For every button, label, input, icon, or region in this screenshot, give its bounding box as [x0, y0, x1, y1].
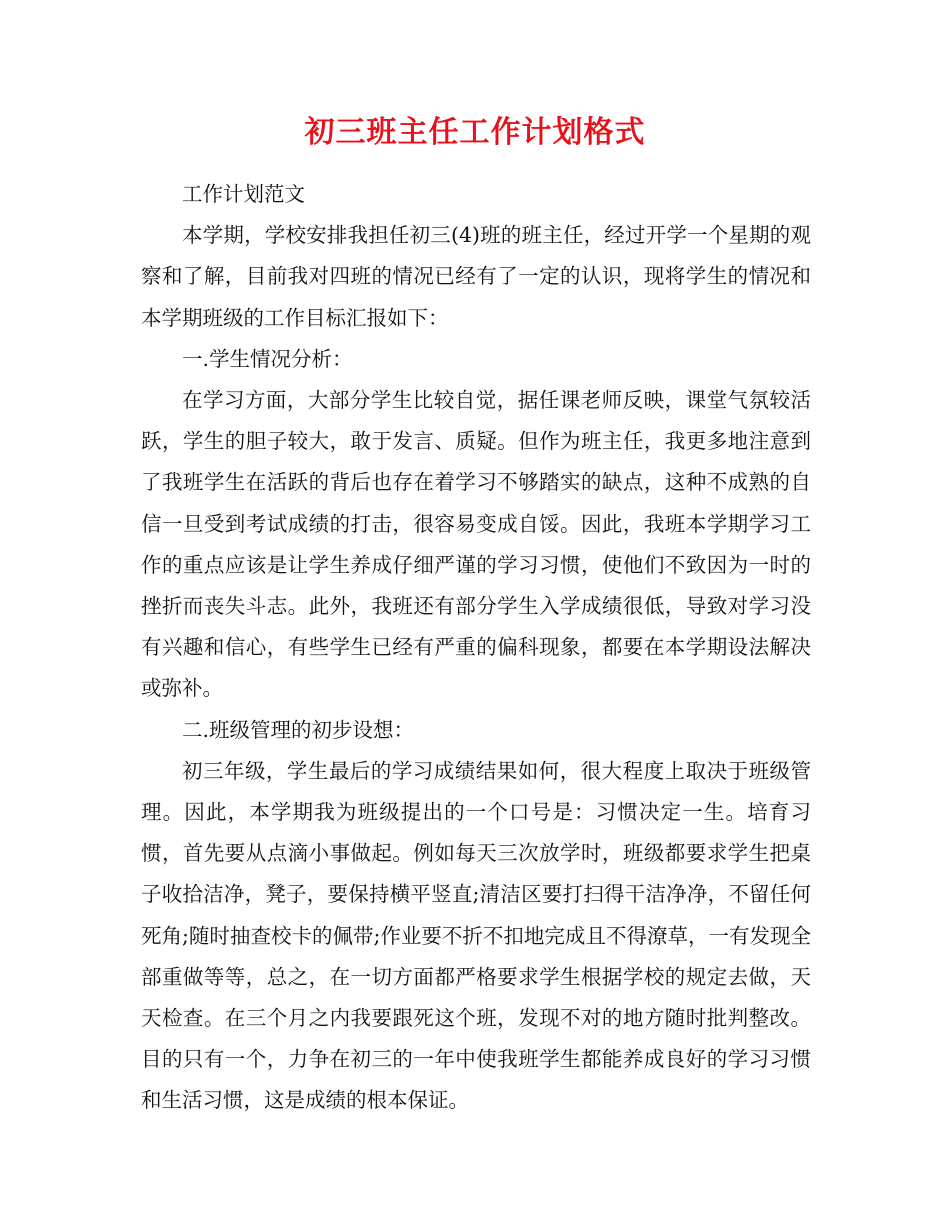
paragraph-class-management: 初三年级，学生最后的学习成绩结果如何，很大程度上取决于班级管理。因此，本学期我为班级提出的一个口号是：习惯决定一生。培育习惯，首先要从点滴小事做起。例如每天三次放学时，班级都要求学生把桌子收拾洁净，凳子，要保持横平竖直;清洁区要打扫得干洁净净，不留任何死角;随时抽查校卡的佩带;作业要不折不扣地完成且不得潦草，一有发现全部重做等等，总之，在一切方面都严格要求学生根据学校的规定去做，天天检查。在三个月之内我要跟死这个班，发现不对的地方随时批判整改。目的只有一个，力争在初三的一年中使我班学生都能养成良好的学习习惯和生活习惯，这是成绩的根本保证。 — [141, 758, 811, 1113]
section-heading-class-management: 二.班级管理的初步设想： — [182, 717, 415, 742]
document-title: 初三班主任工作计划格式 — [304, 115, 646, 150]
section-heading-student-analysis: 一.学生情况分析： — [182, 346, 353, 371]
paragraph-subtitle: 工作计划范文 — [182, 182, 305, 206]
paragraph-student-analysis: 在学习方面，大部分学生比较自觉，据任课老师反映，课堂气氛较活跃，学生的胆子较大，敢于发言、质疑。但作为班主任，我更多地注意到了我班学生在活跃的背后也存在着学习不够踏实的缺点，这种不成熟的自信一旦受到考试成绩的打击，很容易变成自馁。因此，我班本学期学习工作的重点应该是让学生养成仔细严谨的学习习惯，使他们不致因为一时的挫折而丧失斗志。此外，我班还有部分学生入学成绩很低，导致对学习没有兴趣和信心，有些学生已经有严重的偏科现象，都要在本学期设法解决或弥补。 — [141, 388, 811, 701]
paragraph-intro: 本学期，学校安排我担任初三(4)班的班主任，经过开学一个星期的观察和了解，目前我对四班的情况已经有了一定的认识，现将学生的情况和本学期班级的工作目标汇报如下： — [141, 223, 811, 330]
document-body — [141, 174, 811, 1122]
